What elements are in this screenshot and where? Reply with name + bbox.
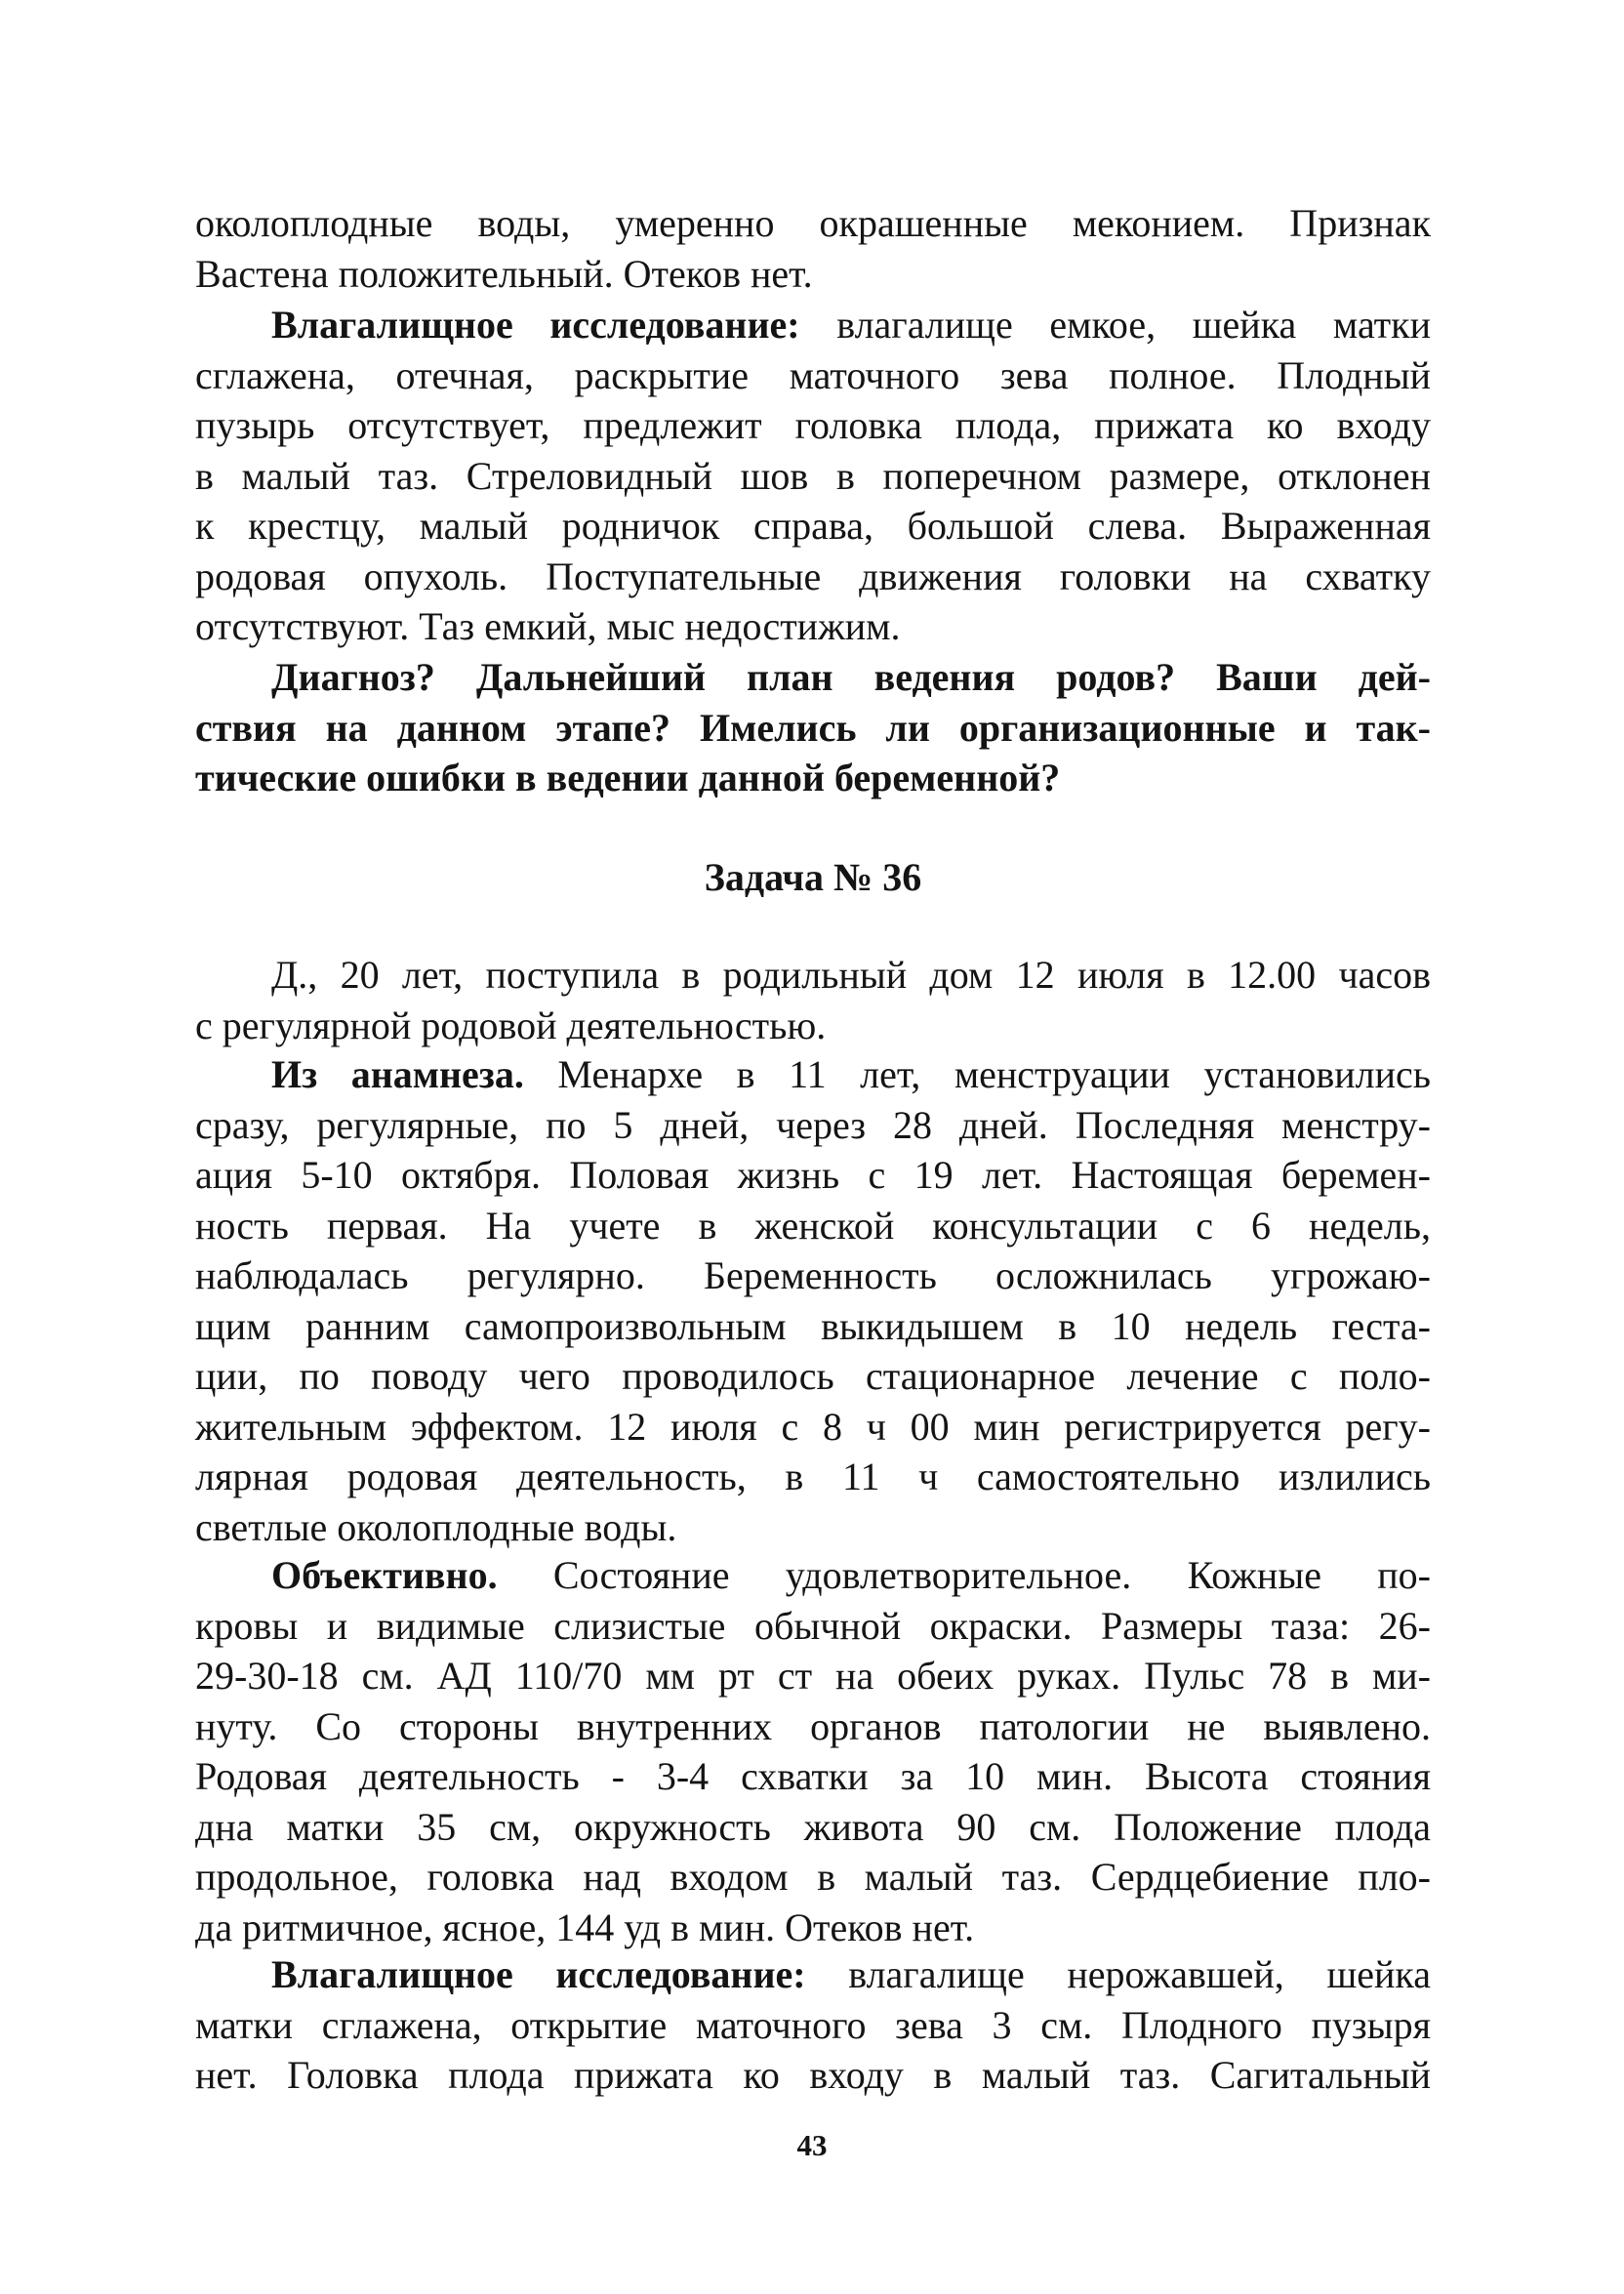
- text-line: ции, по поводу чего проводилось стационарное лечение с поло-: [195, 1354, 1431, 1398]
- text-line: сразу, регулярные, по 5 дней, через 28 дней. Последняя менстру-: [195, 1102, 1431, 1147]
- text-line: продольное, головка над входом в малый таз. Сердцебиение пло-: [195, 1855, 1431, 1899]
- text-line: нуту. Со стороны внутренних органов патологии не выявлено.: [195, 1703, 1431, 1748]
- objective-paragraph: [195, 1550, 1431, 1952]
- text-line: сглажена, отечная, раскрытие маточного зева полное. Плодный: [195, 352, 1431, 397]
- text-line: околоплодные воды, умеренно окрашенные меконием. Признак: [195, 201, 1431, 245]
- vaginal-exam-paragraph: [195, 300, 1431, 652]
- text-run: Состояние удовлетворительное. Кожные по-: [497, 1553, 1431, 1597]
- text-line: жительным эффектом. 12 июля с 8 ч 00 мин регистрируется регу-: [195, 1404, 1431, 1449]
- anamnesis-label: Из анамнеза.: [271, 1052, 524, 1096]
- text-run: Менархе в 11 лет, менструации установились: [523, 1052, 1432, 1096]
- text-line: Родовая деятельность - 3-4 схватки за 10 мин. Высота стояния: [195, 1754, 1431, 1798]
- objective-label: Объективно.: [271, 1553, 498, 1597]
- text-line: Диагноз? Дальнейший план ведения родов? Ваши дей-: [271, 655, 1431, 699]
- text-line: наблюдалась регулярно. Беременность осложнилась угрожаю-: [195, 1253, 1431, 1297]
- continuation-paragraph: [195, 198, 1431, 299]
- text-line: да ритмичное, ясное, 144 уд в мин. Отеков нет.: [195, 1905, 975, 1949]
- text-line: кровы и видимые слизистые обычной окраски. Размеры таза: 26-: [195, 1603, 1431, 1648]
- text-line: тические ошибки в ведении данной беременной?: [195, 756, 1061, 799]
- text-line: с регулярной родовой деятельностью.: [195, 1003, 827, 1047]
- text-line: отсутствуют. Таз емкий, мыс недостижим.: [195, 604, 901, 648]
- text-line: матки сглажена, открытие маточного зева 3 см. Плодного пузыря: [195, 2002, 1431, 2047]
- text-line: щим ранним самопроизвольным выкидышем в 10 недель геста-: [195, 1303, 1431, 1348]
- text-line: пузырь отсутствует, предлежит головка плода, прижата ко входу: [195, 403, 1431, 447]
- text-line: [195, 1550, 1431, 1601]
- intro-paragraph: [195, 950, 1431, 1050]
- text-line: [195, 300, 1431, 350]
- text-line: 29-30-18 см. АД 110/70 мм рт ст на обеих руках. Пульс 78 в ми-: [195, 1654, 1431, 1698]
- text-line: родовая опухоль. Поступательные движения головки на схватку: [195, 553, 1431, 598]
- text-line: ация 5-10 октября. Половая жизнь с 19 лет. Настоящая беремен-: [195, 1153, 1431, 1197]
- text-run: влагалище нерожавшей, шейка: [805, 1952, 1431, 1996]
- task-heading: Задача № 36: [704, 855, 922, 899]
- text-line: Д., 20 лет, поступила в родильный дом 12 июля в 12.00 часов: [271, 953, 1431, 997]
- text-line: дна матки 35 см, окружность живота 90 см. Положение плода: [195, 1804, 1431, 1849]
- text-line: Вастена положительный. Отеков нет.: [195, 251, 813, 296]
- text-run: влагалище емкое, шейка матки: [799, 303, 1431, 347]
- anamnesis-paragraph: [195, 1049, 1431, 1552]
- text-line: [195, 1049, 1431, 1100]
- vaginal-exam-label: Влагалищное исследование:: [271, 303, 800, 347]
- questions-paragraph: [195, 652, 1431, 803]
- text-line: к крестцу, малый родничок справа, большой слева. Выраженная: [195, 504, 1431, 548]
- text-line: лярная родовая деятельность, в 11 ч самостоятельно излились: [195, 1454, 1431, 1498]
- text-line: [195, 1949, 1431, 2000]
- text-line: нет. Головка плода прижата ко входу в малый таз. Сагитальный: [195, 2053, 1431, 2097]
- text-line: ствия на данном этапе? Имелись ли организационные и так-: [195, 705, 1431, 750]
- vaginal-exam-paragraph: [195, 1949, 1431, 2101]
- vaginal-exam-label: Влагалищное исследование:: [271, 1952, 806, 1996]
- page-number: 43: [796, 2128, 828, 2162]
- text-line: в малый таз. Стреловидный шов в поперечном размере, отклонен: [195, 453, 1431, 498]
- text-line: светлые околоплодные воды.: [195, 1504, 677, 1549]
- text-line: ность первая. На учете в женской консультации с 6 недель,: [195, 1203, 1431, 1248]
